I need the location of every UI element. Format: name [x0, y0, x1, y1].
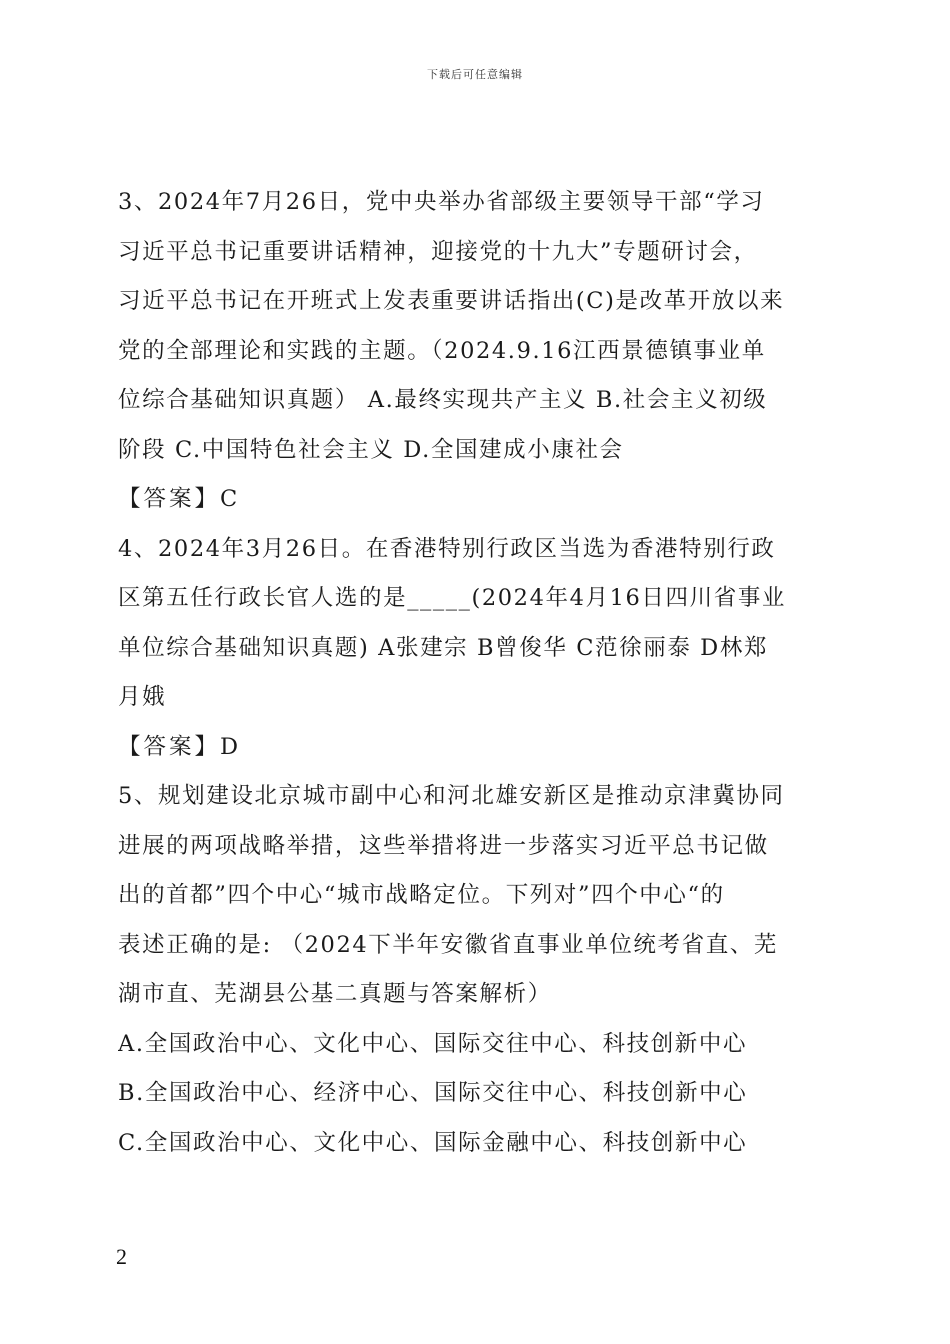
question-4-line-4: 月娥	[118, 684, 167, 710]
option-c: C.全国政治中心、文化中心、国际金融中心、科技创新中心	[118, 1129, 748, 1156]
question-5-line-3: 出的首都”四个中心“城市战略定位。下列对”四个中心“的	[118, 882, 725, 908]
question-4-line-3: 单位综合基础知识真题) A张建宗 B曾俊华 C范徐丽泰 D林郑	[118, 634, 769, 661]
question-4	[118, 525, 838, 723]
question-4-answer	[118, 723, 838, 773]
question-3-answer	[118, 475, 838, 525]
question-3-line-4: 党的全部理论和实践的主题。（2024.9.16江西景德镇事业单	[118, 337, 766, 364]
answer-text: 【答案】D	[118, 733, 242, 760]
question-5-line-1: 5、规划建设北京城市副中心和河北雄安新区是推动京津冀协同	[118, 783, 785, 809]
question-5-line-5: 湖市直、芜湖县公基二真题与答案解析）	[118, 981, 552, 1007]
question-3-line-5: 位综合基础知识真题） A.最终实现共产主义 B.社会主义初级	[118, 387, 768, 413]
question-4-line-2: 区第五任行政长官人选的是_____(2024年4月16日四川省事业	[118, 585, 787, 611]
question-3-line-1: 3、2024年7月26日，党中央举办省部级主要领导干部“学习	[118, 189, 765, 215]
question-5-line-2: 进展的两项战略举措，这些举措将进一步落实习近平总书记做	[118, 832, 769, 859]
answer-text: 【答案】C	[118, 486, 241, 512]
option-b: B.全国政治中心、经济中心、国际交往中心、科技创新中心	[118, 1080, 748, 1106]
question-3-line-6: 阶段 C.中国特色社会主义 D.全国建成小康社会	[118, 436, 624, 463]
page-number: 2	[116, 1244, 127, 1269]
document-body	[118, 178, 838, 1168]
option-a: A.全国政治中心、文化中心、国际交往中心、科技创新中心	[118, 1030, 748, 1057]
question-3	[118, 178, 838, 475]
question-5	[118, 772, 838, 1168]
question-5-line-4: 表述正确的是: （2024下半年安徽省直事业单位统考省直、芜	[118, 931, 778, 958]
question-4-line-1: 4、2024年3月26日。在香港特别行政区当选为香港特别行政	[118, 535, 776, 562]
page-header-note: 下载后可任意编辑	[427, 68, 523, 81]
question-3-line-2: 习近平总书记重要讲话精神，迎接党的十九大”专题研讨会，	[118, 238, 758, 265]
question-3-line-3: 习近平总书记在开班式上发表重要讲话指出(C)是改革开放以来	[118, 288, 785, 314]
